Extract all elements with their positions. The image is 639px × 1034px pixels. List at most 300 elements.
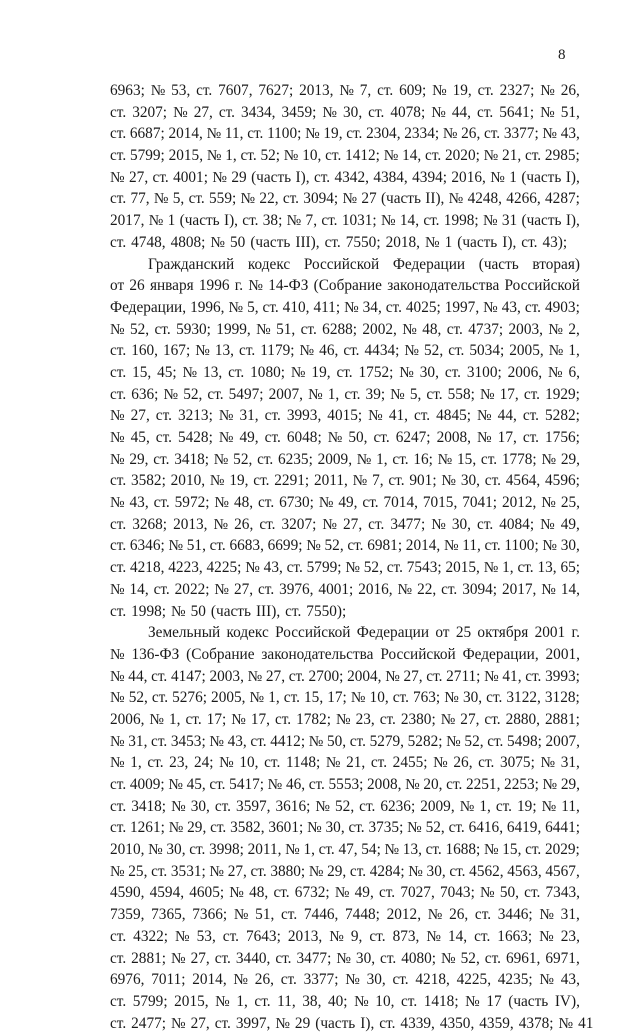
word: 29, <box>187 819 207 837</box>
word: 4015; <box>327 407 363 425</box>
word: 3377; <box>303 971 339 989</box>
word: Российской <box>275 624 351 642</box>
word: ст. <box>275 949 292 967</box>
word: 43, <box>501 298 521 316</box>
word: 160, <box>131 342 158 360</box>
word: № <box>110 645 125 663</box>
word: ст. <box>392 450 409 468</box>
word: № <box>171 602 186 620</box>
word: 2010, <box>110 841 145 859</box>
word: 31, <box>560 906 580 924</box>
word: ст. <box>153 450 170 468</box>
word: 1756; <box>545 429 580 446</box>
word: ст. <box>110 776 127 793</box>
word: 410, <box>282 298 310 316</box>
word: 7550); <box>306 602 347 620</box>
text-line <box>110 861 580 883</box>
word: ст. <box>368 515 385 533</box>
word: 34, <box>362 298 382 316</box>
word: ст. <box>282 190 299 208</box>
word: 5799; <box>306 559 342 577</box>
word: № <box>248 277 263 295</box>
word: ст. <box>495 797 512 815</box>
word: 1782; <box>296 710 331 728</box>
word: ст. <box>325 147 342 165</box>
word: ст. <box>110 1014 127 1032</box>
word: 2880, <box>505 710 540 728</box>
word: ст. <box>110 819 127 837</box>
word: ст. <box>474 906 492 924</box>
word: 51, <box>255 906 275 924</box>
word: № <box>233 971 249 989</box>
word: ст. <box>413 407 431 425</box>
word: ст. <box>524 298 541 316</box>
word: I), <box>502 233 517 251</box>
word: 2477; <box>131 1014 166 1032</box>
word: Земельный <box>148 624 221 642</box>
word: № <box>209 472 225 490</box>
word: 4080; <box>401 949 437 967</box>
word: 6683, <box>229 537 264 555</box>
word: 1 <box>167 212 176 230</box>
word: 10, <box>375 992 395 1010</box>
word: 7366; <box>192 906 228 924</box>
word: 27, <box>190 1014 210 1032</box>
word: ст. <box>425 841 442 859</box>
word: (часть <box>380 190 421 208</box>
word: ст. <box>477 103 494 121</box>
word: 6441; <box>545 819 580 837</box>
word: ст. <box>377 82 394 99</box>
text-line <box>110 405 580 427</box>
word: Российской <box>303 255 380 273</box>
word: 43, <box>129 494 149 512</box>
word: 53, <box>171 82 191 99</box>
word: 53, <box>196 927 216 945</box>
word: 2015, <box>168 147 204 165</box>
word: ст. <box>448 342 465 360</box>
text-line <box>110 601 580 623</box>
word: ст. <box>426 667 443 685</box>
word: I), <box>565 212 580 230</box>
word: 51, <box>560 103 580 121</box>
word: 5641; <box>499 103 535 121</box>
word: 38; <box>262 212 283 230</box>
word: № <box>480 884 495 902</box>
word: 4434; <box>364 342 400 360</box>
word: 5930; <box>176 320 211 338</box>
word: 27, <box>227 862 247 880</box>
word: 6963; <box>110 82 145 99</box>
word: 2006, <box>507 363 543 381</box>
word: № <box>249 689 265 707</box>
word: ст. <box>153 580 170 598</box>
word: I), <box>360 1014 375 1032</box>
word: ст. <box>110 233 127 251</box>
text-line <box>110 123 580 145</box>
word: ст. <box>401 992 418 1010</box>
word: 2005, <box>509 342 544 360</box>
word: 17; <box>327 689 347 707</box>
word: ст. <box>258 494 275 512</box>
text-line <box>110 384 580 406</box>
word: № <box>383 147 399 165</box>
word: 2012, <box>386 906 422 924</box>
word: 21, <box>502 147 522 165</box>
word: № <box>267 776 283 793</box>
word: 14, <box>447 927 468 945</box>
word: 4563, <box>507 862 542 880</box>
word: № <box>444 689 459 707</box>
word: 25, <box>560 494 580 512</box>
word: 52, <box>460 949 480 967</box>
word: 17, <box>497 429 517 446</box>
word: № <box>195 342 210 360</box>
text-line <box>110 817 580 839</box>
word: № <box>539 927 554 945</box>
word: 13, <box>214 342 234 360</box>
word: 4225, <box>456 971 492 989</box>
word: ст. <box>484 710 501 728</box>
word: 17, <box>499 385 519 403</box>
word: 5276; <box>172 689 207 707</box>
word: № <box>380 212 396 230</box>
word: 167; <box>163 342 191 360</box>
word: 4025; <box>405 298 441 316</box>
word: 3122, <box>506 689 541 707</box>
word: № <box>163 385 179 403</box>
word: ст. <box>349 732 366 750</box>
word: 1999, <box>216 320 251 338</box>
word: 2005, <box>211 689 246 707</box>
word: ст. <box>154 320 171 338</box>
word: ст. <box>151 667 168 685</box>
word: ст. <box>110 927 127 945</box>
word: 20, <box>423 776 443 793</box>
word: № <box>427 906 443 924</box>
text-line <box>110 427 580 449</box>
word: Федерации <box>392 255 466 273</box>
word: ст. <box>147 754 164 772</box>
word: № <box>433 754 448 772</box>
word: № <box>542 125 558 143</box>
word: 52, <box>130 320 150 338</box>
word: 4225; <box>206 559 242 577</box>
word: 50 <box>190 602 206 620</box>
word: 31 <box>501 212 518 230</box>
word: ст. <box>110 472 127 490</box>
word: законодательства <box>261 645 374 663</box>
word: ст. <box>152 168 169 186</box>
word: 1752; <box>358 363 394 381</box>
word: 29 <box>231 168 247 186</box>
word: 4412; <box>270 732 306 750</box>
word: 30, <box>560 537 580 555</box>
word: 4223, <box>168 559 203 577</box>
word: 4078; <box>390 103 426 121</box>
word: 6730; <box>279 494 314 512</box>
word: № <box>110 862 125 880</box>
word: № <box>322 103 337 121</box>
word: 2004, <box>347 667 382 685</box>
word: № <box>446 732 461 750</box>
word: 1080; <box>250 363 285 381</box>
word: ст. <box>321 212 338 230</box>
word: № <box>441 472 457 490</box>
word: 52, <box>424 342 444 360</box>
text-line <box>110 145 580 167</box>
word: 7359, <box>110 906 145 924</box>
word: ст. <box>522 407 539 425</box>
word: 9, <box>350 927 363 945</box>
word: 40; <box>327 992 348 1010</box>
word: Гражданский <box>148 255 235 273</box>
word: ст. <box>346 125 363 143</box>
word: 1996, <box>190 298 225 316</box>
word: 10, <box>369 689 389 707</box>
word: 4903; <box>544 298 580 316</box>
word: 2012, <box>501 494 537 512</box>
word: 5417; <box>229 776 265 793</box>
word: 10, <box>239 754 259 772</box>
text-line <box>110 275 580 297</box>
word: 2013, <box>299 82 334 99</box>
word: 48, <box>422 320 442 338</box>
word: 3446; <box>497 906 533 924</box>
word: ст. <box>110 385 127 403</box>
word: 45, <box>186 776 206 793</box>
word: № <box>308 862 324 880</box>
word: № <box>540 754 556 772</box>
word: 609; <box>399 82 427 99</box>
word: 1, <box>327 385 340 403</box>
word: № <box>171 797 186 815</box>
word: 2016, <box>451 168 486 186</box>
word: 2700; <box>308 667 344 685</box>
word: вторая) <box>532 255 580 273</box>
text-line <box>110 882 580 904</box>
word: 3418; <box>131 797 167 815</box>
word: № <box>336 949 351 967</box>
word: № <box>110 168 125 186</box>
word: ст. <box>449 862 466 880</box>
word: ст. <box>308 776 325 793</box>
word: № <box>110 689 125 707</box>
text-line <box>110 80 580 102</box>
word: № <box>219 754 234 772</box>
word: ст. <box>343 342 360 360</box>
word: 30, <box>426 862 446 880</box>
word: 19, <box>229 472 249 490</box>
word: 52, <box>464 732 484 750</box>
word: № <box>441 949 456 967</box>
word: 52, <box>324 537 344 555</box>
word: 2, <box>568 320 580 338</box>
word: 17, <box>250 710 270 728</box>
word: 2015, <box>174 992 209 1010</box>
word: ст. <box>362 494 379 512</box>
word: 27, <box>265 667 286 685</box>
word: № <box>168 537 184 555</box>
word: 4266, <box>506 190 541 208</box>
word: 2008, <box>367 776 402 793</box>
word: № <box>233 906 249 924</box>
word: № <box>245 559 260 577</box>
word: 52; <box>260 147 280 165</box>
word: № <box>213 515 229 533</box>
word: 4845; <box>436 407 471 425</box>
word: ст. <box>254 992 271 1010</box>
word: № <box>342 190 358 208</box>
word: 1, <box>568 342 580 360</box>
word: ст. <box>151 732 168 750</box>
word: ст. <box>218 103 236 121</box>
word: 3735; <box>368 819 404 837</box>
word: № <box>110 407 125 425</box>
word: 1998; <box>443 212 479 230</box>
word: 2304, <box>366 125 401 143</box>
word: 11, <box>561 797 580 815</box>
word: II), <box>425 190 445 208</box>
word: 2881; <box>131 949 166 967</box>
word: (часть <box>457 233 498 251</box>
word: 6961, <box>505 949 541 967</box>
word: 2001 <box>534 624 566 642</box>
word: 6687; <box>129 125 165 143</box>
word: ст. <box>318 841 335 859</box>
word: № <box>327 429 343 446</box>
word: 27, <box>403 667 423 685</box>
word: ст. <box>247 125 264 143</box>
word: 2455; <box>392 754 428 772</box>
word: 7550; <box>345 233 381 251</box>
word: № <box>247 667 263 685</box>
word: ст. <box>524 147 542 165</box>
word: 3440, <box>235 949 271 967</box>
word: 27, <box>129 168 149 186</box>
word: 4342, <box>334 168 369 186</box>
text-line <box>110 774 580 796</box>
word: 13, <box>203 363 223 381</box>
word: (часть <box>521 212 562 230</box>
word: 2251, <box>465 776 501 793</box>
text-line <box>110 666 580 688</box>
text-line <box>110 752 580 774</box>
word: октября <box>477 624 529 642</box>
word: № <box>335 710 351 728</box>
word: 27, <box>233 580 254 598</box>
word: ст. <box>379 710 396 728</box>
word: 4748, <box>131 233 166 251</box>
word: № <box>384 841 400 859</box>
word: 4594, <box>149 884 185 902</box>
word: № <box>539 906 554 924</box>
text-line <box>110 167 580 189</box>
word: 4009; <box>129 776 165 793</box>
word: ст. <box>324 233 341 251</box>
word: 1929; <box>545 385 580 403</box>
word: ст. <box>348 819 365 837</box>
word: ст. <box>444 363 461 381</box>
word: 6048; <box>286 429 322 446</box>
word: 3459; <box>281 103 317 121</box>
word: 5497; <box>228 385 264 403</box>
word: 5972; <box>174 494 210 512</box>
word: 6, <box>568 363 580 381</box>
word: № <box>345 971 360 989</box>
word: 4235; <box>497 971 533 989</box>
word: 3207; <box>281 515 317 533</box>
word: № <box>344 298 359 316</box>
word: № <box>490 168 505 186</box>
word: 2013, <box>173 515 208 533</box>
word: 30, <box>190 797 210 815</box>
text-line <box>110 449 580 471</box>
word: ст. <box>110 190 127 208</box>
word: 4737; <box>468 320 504 338</box>
word: ст. <box>388 472 405 490</box>
word: ст. <box>484 949 501 967</box>
word: (часть <box>210 602 251 620</box>
text-line <box>110 731 580 753</box>
word: 1778; <box>501 450 537 468</box>
word: 3582, <box>230 819 265 837</box>
text-line <box>110 904 580 926</box>
word: 30, <box>355 949 376 967</box>
word: ст. <box>478 754 495 772</box>
paragraph-tax-code-continuation <box>110 80 580 254</box>
word: № <box>339 82 354 99</box>
word: 14, <box>129 580 149 598</box>
word: 7627; <box>258 82 294 99</box>
word: ст. <box>259 515 276 533</box>
word: 7343, <box>545 884 580 902</box>
word: № <box>110 494 125 512</box>
word: 1 <box>509 168 517 186</box>
word: № <box>385 667 400 685</box>
word: 7, <box>305 212 318 230</box>
text-line <box>110 492 580 514</box>
text-line <box>110 470 580 492</box>
word: № <box>440 710 456 728</box>
word: 23, <box>169 754 189 772</box>
word: 5428; <box>177 429 213 446</box>
word: № <box>402 320 417 338</box>
word: № <box>218 407 234 425</box>
word: № <box>218 429 234 446</box>
word: № <box>305 125 320 143</box>
word: 17; <box>206 710 227 728</box>
word: 901; <box>409 472 437 490</box>
word: № <box>214 580 230 598</box>
word: № <box>408 862 423 880</box>
word: № <box>540 82 555 99</box>
word: 26, <box>461 125 481 143</box>
word: 3075; <box>499 754 535 772</box>
word: № <box>368 407 383 425</box>
word: 7, <box>359 82 372 99</box>
word: 4001; <box>173 168 208 186</box>
word: от <box>110 277 125 295</box>
word: 50, <box>326 732 347 750</box>
word: 2015, <box>445 559 480 577</box>
word: ст. <box>448 819 465 837</box>
word: 6976, <box>110 971 145 989</box>
word: 77, <box>130 190 150 208</box>
word: ст. <box>344 385 361 403</box>
text-line <box>110 709 580 731</box>
word: № <box>212 168 227 186</box>
